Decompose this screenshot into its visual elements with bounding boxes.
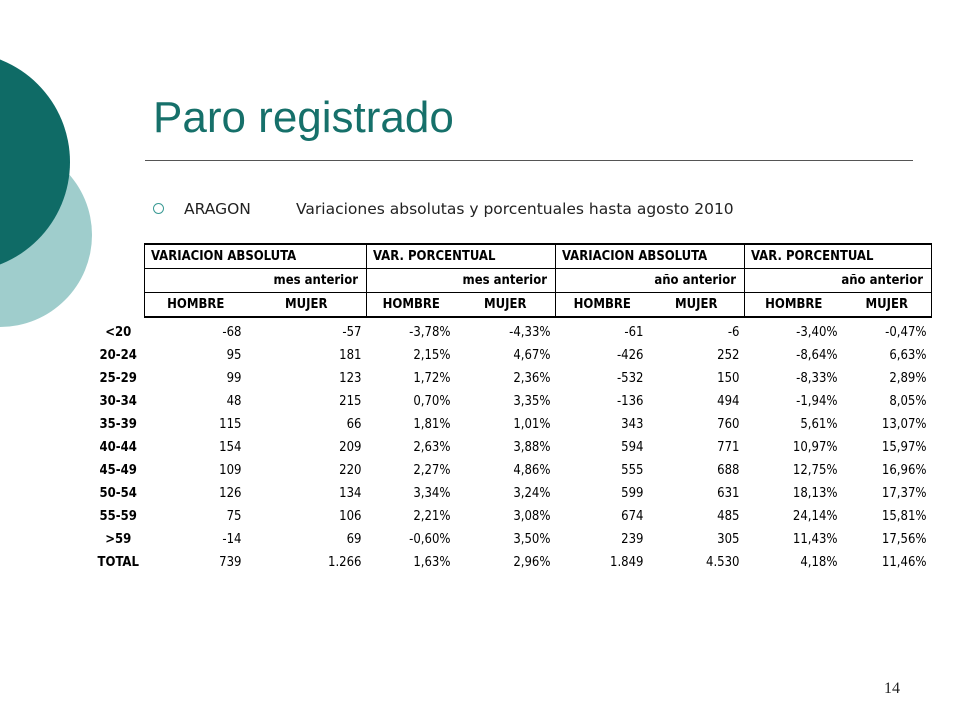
value-cell: -532 — [616, 371, 644, 386]
value-cell: 123 — [339, 371, 362, 386]
table-row — [92, 459, 932, 482]
value-cell: -3,78% — [409, 325, 451, 340]
value-cell: 11,43% — [792, 532, 838, 547]
value-cell: 95 — [226, 348, 242, 363]
value-cell: 2,15% — [413, 348, 451, 363]
value-cell: -3,40% — [796, 325, 838, 340]
title-divider — [145, 160, 913, 161]
table-row — [92, 344, 932, 367]
value-cell: -426 — [616, 348, 644, 363]
value-cell: 3,88% — [513, 440, 551, 455]
value-cell: 134 — [339, 486, 362, 501]
value-cell: 181 — [339, 348, 362, 363]
value-cell: 4.530 — [706, 555, 740, 570]
column-header-row — [92, 293, 932, 318]
age-group-cell: >59 — [105, 532, 132, 547]
period-header: año anterior — [745, 269, 932, 293]
value-cell: 252 — [717, 348, 740, 363]
value-cell: 3,34% — [413, 486, 451, 501]
value-cell: 674 — [621, 509, 644, 524]
value-cell: 12,75% — [792, 463, 838, 478]
value-cell: 631 — [717, 486, 740, 501]
value-cell: 599 — [621, 486, 644, 501]
table-row — [92, 317, 932, 344]
value-cell: 239 — [621, 532, 644, 547]
column-header: MUJER — [649, 293, 745, 318]
group-header: VARIACION ABSOLUTA — [556, 244, 745, 269]
value-cell: -6 — [727, 325, 740, 340]
table-row — [92, 413, 932, 436]
value-cell: 16,96% — [881, 463, 927, 478]
bullet-text: Variaciones absolutas y porcentuales hasta agosto 2010 — [296, 200, 734, 218]
value-cell: -0,60% — [409, 532, 451, 547]
column-header: MUJER — [456, 293, 556, 318]
value-cell: 220 — [339, 463, 362, 478]
value-cell: 209 — [339, 440, 362, 455]
value-cell: 4,18% — [800, 555, 838, 570]
table-row — [92, 528, 932, 551]
value-cell: 2,27% — [413, 463, 451, 478]
table-row — [92, 367, 932, 390]
age-group-cell: <20 — [105, 324, 132, 340]
age-group-cell: 30-34 — [99, 394, 137, 409]
circle-bullet-icon — [153, 203, 164, 214]
value-cell: 109 — [219, 463, 242, 478]
column-header: HOMBRE — [556, 293, 649, 318]
column-header: MUJER — [843, 293, 932, 318]
period-header: mes anterior — [145, 269, 367, 293]
value-cell: 13,07% — [881, 417, 927, 432]
period-header: año anterior — [556, 269, 745, 293]
age-group-cell: TOTAL — [97, 555, 139, 570]
page-number: 14 — [884, 680, 900, 697]
value-cell: 555 — [621, 463, 644, 478]
value-cell: 48 — [226, 394, 242, 409]
value-cell: -68 — [222, 325, 242, 340]
value-cell: 11,46% — [881, 555, 927, 570]
value-cell: 4,67% — [513, 348, 551, 363]
value-cell: 343 — [621, 417, 644, 432]
table-row — [92, 551, 932, 574]
value-cell: 99 — [226, 371, 242, 386]
value-cell: 5,61% — [800, 417, 838, 432]
value-cell: 1.849 — [610, 555, 644, 570]
value-cell: 18,13% — [792, 486, 838, 501]
value-cell: 1.266 — [328, 555, 362, 570]
unemployment-table — [92, 243, 932, 574]
value-cell: 69 — [346, 532, 362, 547]
value-cell: 3,08% — [513, 509, 551, 524]
column-header: HOMBRE — [745, 293, 843, 318]
value-cell: 688 — [717, 463, 740, 478]
value-cell: 2,21% — [413, 509, 451, 524]
column-header: HOMBRE — [367, 293, 456, 318]
value-cell: 1,01% — [513, 417, 551, 432]
value-cell: 24,14% — [792, 509, 838, 524]
value-cell: 739 — [219, 555, 242, 570]
age-group-cell: 40-44 — [99, 440, 137, 455]
bullet-item — [153, 200, 734, 218]
value-cell: 15,97% — [881, 440, 927, 455]
value-cell: 215 — [339, 394, 362, 409]
value-cell: -8,64% — [796, 348, 838, 363]
age-group-cell: 35-39 — [99, 417, 137, 432]
column-header: MUJER — [247, 293, 367, 318]
value-cell: 3,35% — [513, 394, 551, 409]
value-cell: 2,89% — [889, 371, 927, 386]
age-group-cell: 45-49 — [99, 463, 137, 478]
value-cell: 494 — [717, 394, 740, 409]
table-row — [92, 505, 932, 528]
value-cell: 3,24% — [513, 486, 551, 501]
value-cell: -61 — [624, 325, 644, 340]
age-group-cell: 20-24 — [99, 348, 137, 363]
value-cell: 1,63% — [413, 555, 451, 570]
value-cell: 1,81% — [413, 417, 451, 432]
value-cell: 2,63% — [413, 440, 451, 455]
value-cell: 115 — [219, 417, 242, 432]
value-cell: 150 — [717, 371, 740, 386]
value-cell: 2,96% — [513, 555, 551, 570]
value-cell: 0,70% — [413, 394, 451, 409]
value-cell: -57 — [342, 325, 362, 340]
value-cell: -0,47% — [885, 325, 927, 340]
value-cell: 154 — [219, 440, 242, 455]
group-header: VARIACION ABSOLUTA — [145, 244, 367, 269]
value-cell: -1,94% — [796, 394, 838, 409]
value-cell: 15,81% — [881, 509, 927, 524]
period-header: mes anterior — [367, 269, 556, 293]
value-cell: 2,36% — [513, 371, 551, 386]
value-cell: 594 — [621, 440, 644, 455]
value-cell: -4,33% — [509, 325, 551, 340]
table-row — [92, 436, 932, 459]
value-cell: 106 — [339, 509, 362, 524]
group-header-row — [92, 244, 932, 269]
bullet-region: ARAGON — [184, 200, 251, 218]
slide-title: Paro registrado — [153, 93, 454, 142]
value-cell: 485 — [717, 509, 740, 524]
age-group-cell: 25-29 — [99, 371, 137, 386]
table-row — [92, 482, 932, 505]
value-cell: 3,50% — [513, 532, 551, 547]
table-row — [92, 390, 932, 413]
value-cell: 4,86% — [513, 463, 551, 478]
value-cell: 10,97% — [792, 440, 838, 455]
value-cell: 305 — [717, 532, 740, 547]
value-cell: 17,56% — [881, 532, 927, 547]
value-cell: 126 — [219, 486, 242, 501]
value-cell: -8,33% — [796, 371, 838, 386]
value-cell: 66 — [346, 417, 362, 432]
value-cell: 6,63% — [889, 348, 927, 363]
column-header: HOMBRE — [145, 293, 247, 318]
age-group-cell: 55-59 — [99, 509, 137, 524]
value-cell: -14 — [222, 532, 242, 547]
value-cell: 75 — [226, 509, 242, 524]
value-cell: 8,05% — [889, 394, 927, 409]
group-header: VAR. PORCENTUAL — [367, 244, 556, 269]
value-cell: 17,37% — [881, 486, 927, 501]
age-group-cell: 50-54 — [99, 486, 137, 501]
value-cell: 771 — [717, 440, 740, 455]
period-header-row — [92, 269, 932, 293]
value-cell: -136 — [616, 394, 644, 409]
value-cell: 760 — [717, 417, 740, 432]
group-header: VAR. PORCENTUAL — [745, 244, 932, 269]
value-cell: 1,72% — [413, 371, 451, 386]
